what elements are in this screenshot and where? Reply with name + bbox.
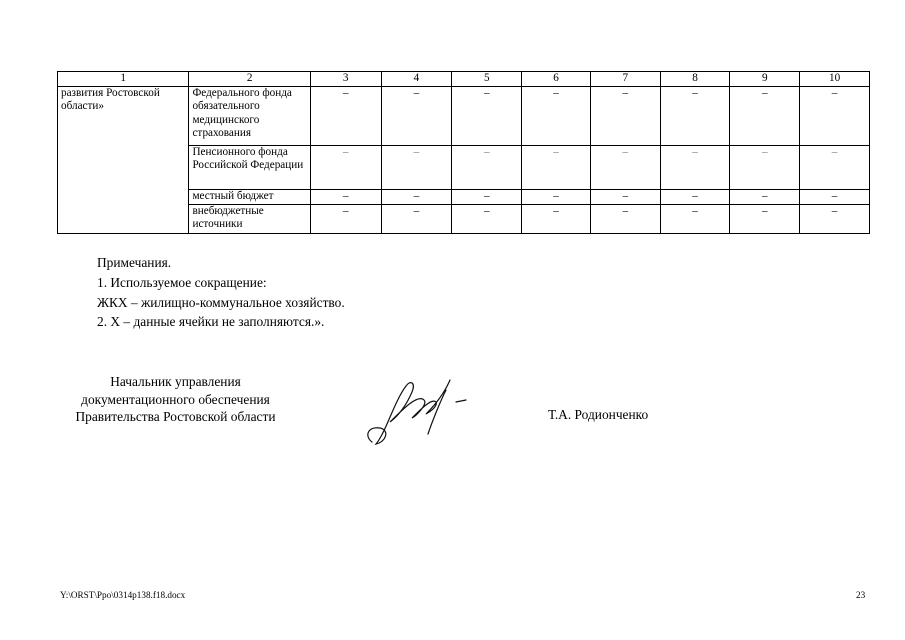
funding-source-cell: внебюджетные источники (189, 204, 310, 233)
value-cell: – (590, 86, 660, 145)
header-cell: 1 (58, 72, 189, 87)
value-cell: – (730, 189, 800, 204)
value-cell: – (522, 145, 591, 189)
value-cell: – (522, 204, 591, 233)
handwritten-signature (360, 372, 480, 452)
value-cell: – (452, 204, 522, 233)
header-cell: 8 (660, 72, 730, 87)
value-cell: – (660, 204, 730, 233)
position-line: Начальник управления (110, 374, 241, 389)
value-cell: – (452, 86, 522, 145)
table-row (58, 86, 870, 145)
value-cell: – (590, 145, 660, 189)
value-cell: – (522, 86, 591, 145)
header-cell: 10 (800, 72, 870, 87)
value-cell: – (310, 86, 381, 145)
value-cell: – (730, 204, 800, 233)
value-cell: – (381, 145, 452, 189)
value-cell: – (452, 145, 522, 189)
note-line: 1. Используемое сокращение: (97, 274, 267, 290)
header-cell: 2 (189, 72, 310, 87)
financing-table (57, 71, 870, 234)
value-cell: – (730, 86, 800, 145)
table-header-row (58, 72, 870, 87)
header-cell: 5 (452, 72, 522, 87)
value-cell: – (381, 86, 452, 145)
notes-title: Примечания. (97, 255, 172, 270)
position-line: документационного обеспечения (81, 391, 270, 407)
value-cell: – (800, 145, 870, 189)
value-cell: – (730, 145, 800, 189)
funding-source-cell: Федерального фонда обязательного медицинского страхования (189, 86, 310, 145)
value-cell: – (800, 86, 870, 145)
notes-section (97, 253, 345, 332)
file-path: Y:\ORST\Ppo\0314p138.f18.docx (60, 590, 186, 600)
value-cell: – (800, 189, 870, 204)
funding-source-cell: местный бюджет (189, 189, 310, 204)
value-cell: – (660, 86, 730, 145)
funding-source-cell: Пенсионного фонда Российской Федерации (189, 145, 310, 189)
value-cell: – (660, 145, 730, 189)
header-cell: 6 (522, 72, 591, 87)
position-line: Правительства Ростовской области (75, 409, 276, 424)
note-line: 2. Х – данные ячейки не заполняются.». (97, 314, 325, 330)
header-cell: 9 (730, 72, 800, 87)
value-cell: – (310, 189, 381, 204)
value-cell: – (381, 189, 452, 204)
note-line: ЖКХ – жилищно-коммунальное хозяйство. (97, 294, 345, 310)
value-cell: – (660, 189, 730, 204)
header-cell: 7 (590, 72, 660, 87)
value-cell: – (310, 145, 381, 189)
value-cell: – (310, 204, 381, 233)
page-number: 23 (856, 590, 866, 600)
signatory-name: Т.А. Родионченко (548, 407, 649, 422)
value-cell: – (590, 189, 660, 204)
signatory-position (58, 373, 293, 426)
value-cell: – (452, 189, 522, 204)
value-cell: – (381, 204, 452, 233)
program-name-cell: развития Ростовской области» (58, 86, 189, 233)
header-cell: 4 (381, 72, 452, 87)
value-cell: – (590, 204, 660, 233)
value-cell: – (522, 189, 591, 204)
value-cell: – (800, 204, 870, 233)
header-cell: 3 (310, 72, 381, 87)
